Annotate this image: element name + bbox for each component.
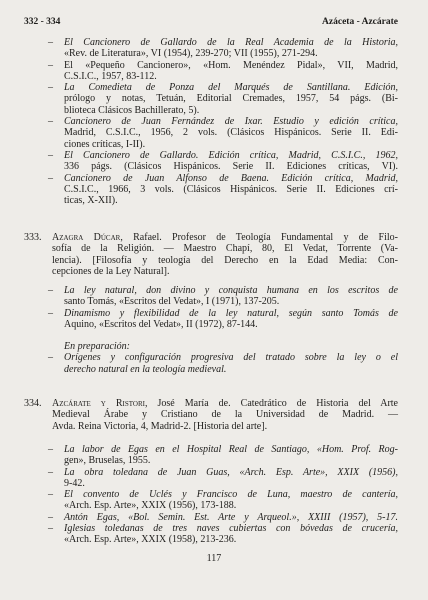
entry-head-line: cepciones de la Ley Natural]. (52, 265, 170, 277)
work-line: prólogo y notas, Tetuán, Editorial Cremades, 1957, 54 págs. (Bi- (64, 93, 398, 105)
entry-head-line: lencia). [Filosofía y teología del Derecho en la Edad Media: Con- (52, 254, 398, 266)
work-line: C.S.I.C., 1966, 3 vols. (Clásicos Hispánicos. Serie II. Ediciones crí- (64, 183, 398, 195)
list-dash: – (48, 149, 53, 161)
work-line: – El Cancionero de Gallardo de la Real Academia de la Historia, (48, 37, 398, 48)
list-dash: – (48, 466, 53, 478)
work-line: – La obra toledana de Juan Guas, «Arch. Esp. Arte», XXIX (1956), (48, 466, 398, 478)
entry-334 (24, 398, 398, 432)
entry-head-line: Avda. Reina Victoria, 4, Madrid-2. [Historia del arte]. (52, 420, 268, 432)
header-entry-range: 332 - 334 (24, 17, 61, 27)
work-line: «Arch. Esp. Arte», XXIX (1958), 213-236. (64, 534, 237, 546)
entry-head-line: 333. Azagra Dúcar, Rafael. Profesor de Teología Fundamental y de Filo- (24, 232, 398, 243)
entry-333 (24, 232, 398, 277)
list-dash: – (48, 285, 53, 296)
entry-334-works (24, 444, 398, 546)
work-line: santo Tomás, «Escritos del Vedat», I (1971), 137-205. (64, 296, 280, 308)
entry-333-in-preparation (24, 341, 398, 375)
work-line: blioteca Clásicos Bachillerato, 5). (64, 104, 200, 116)
work-line: – La Comedieta de Ponza del Marqués de Santillana. Edición, (48, 82, 398, 94)
list-dash: – (48, 523, 53, 535)
entry-head-line: Medieval Árabe y Cristiano de la Universidad de Madrid. — (52, 409, 398, 421)
list-dash: – (48, 172, 53, 184)
work-line: Madrid, C.S.I.C., 1956, 2 vols. (Clásicos Hispánicos. Serie II. Edi- (64, 127, 398, 139)
work-line: – La labor de Egas en el Hospital Real de Santiago, «Hom. Prof. Rog- (48, 444, 398, 455)
entry-333-works (24, 285, 398, 330)
work-line: 9-42. (64, 477, 85, 489)
list-dash: – (48, 82, 53, 94)
work-line: – Dinamismo y flexibilidad de la ley natural, según santo Tomás de (48, 307, 398, 319)
work-line: – El «Pequeño Cancionero», «Hom. Menéndez Pidal», VII, Madrid, (48, 59, 398, 71)
work-line: – El Cancionero de Gallardo. Edición crítica, Madrid, C.S.I.C., 1962, (48, 149, 398, 161)
work-line: Aquino, «Escritos del Vedat», II (1972), 87-144. (64, 318, 258, 330)
work-line: «Rev. de Literatura», VI (1954), 239-270; VII (1955), 271-294. (64, 48, 318, 60)
list-dash: – (48, 444, 53, 455)
work-line: ciones críticas, I-II). (64, 138, 146, 150)
works-list-continued (24, 37, 398, 206)
running-header (24, 16, 398, 28)
work-line: – Antón Egas, «Bol. Semin. Est. Arte y Arqueol.», XXIII (1957), 5-17. (48, 511, 398, 523)
list-dash: – (48, 352, 53, 364)
list-dash: – (48, 307, 53, 319)
work-line: – La ley natural, don divino y conquista humana en los escritos de (48, 285, 398, 296)
list-dash: – (48, 489, 53, 501)
entry-head-line: sofía de la Religión. — Maestro Chapí, 80, El Vedat, Torrente (Va- (52, 243, 398, 255)
entry-number: 333. (24, 232, 42, 243)
header-name-range: Azáceta - Azcárate (322, 17, 398, 27)
entry-head-line: 334. Azcárate y Ristori, José María de. Catedrático de Historia del Arte (24, 398, 398, 409)
work-line: gen», Bruselas, 1955. (64, 455, 151, 467)
work-line: derecho natural en la teología medieval. (64, 363, 227, 375)
author-surname: Azagra Dúcar (52, 232, 121, 243)
work-line: – Cancionero de Juan Alfonso de Baena. Edición crítica, Madrid, (48, 172, 398, 184)
list-dash: – (48, 511, 53, 523)
work-line: 336 págs. (Clásicos Hispánicos. Serie II. Ediciones críticas, VI). (64, 161, 398, 173)
in-preparation-label: En preparación: (64, 341, 131, 352)
list-dash: – (48, 37, 53, 48)
work-line: ticas, X-XII). (64, 195, 118, 207)
work-line: «Arch. Esp. Arte», XXIX (1956), 173-188. (64, 500, 237, 512)
work-line: – Cancionero de Juan Fernández de Ixar. Estudio y edición crítica, (48, 116, 398, 128)
work-line: – Iglesias toledanas de tres naves cubiertas con bóvedas de crucería, (48, 523, 398, 535)
entry-number: 334. (24, 398, 42, 409)
page-number: 117 (206, 553, 222, 564)
work-line: – El convento de Uclés y Francisco de Luna, maestro de cantería, (48, 489, 398, 501)
list-dash: – (48, 59, 53, 71)
work-line: C.S.I.C., 1957, 83-112. (64, 70, 157, 82)
author-surname: Azcárate y Ristori (52, 398, 145, 409)
list-dash: – (48, 116, 53, 128)
work-line: – Orígenes y configuración progresiva del tratado sobre la ley o el (48, 352, 398, 364)
